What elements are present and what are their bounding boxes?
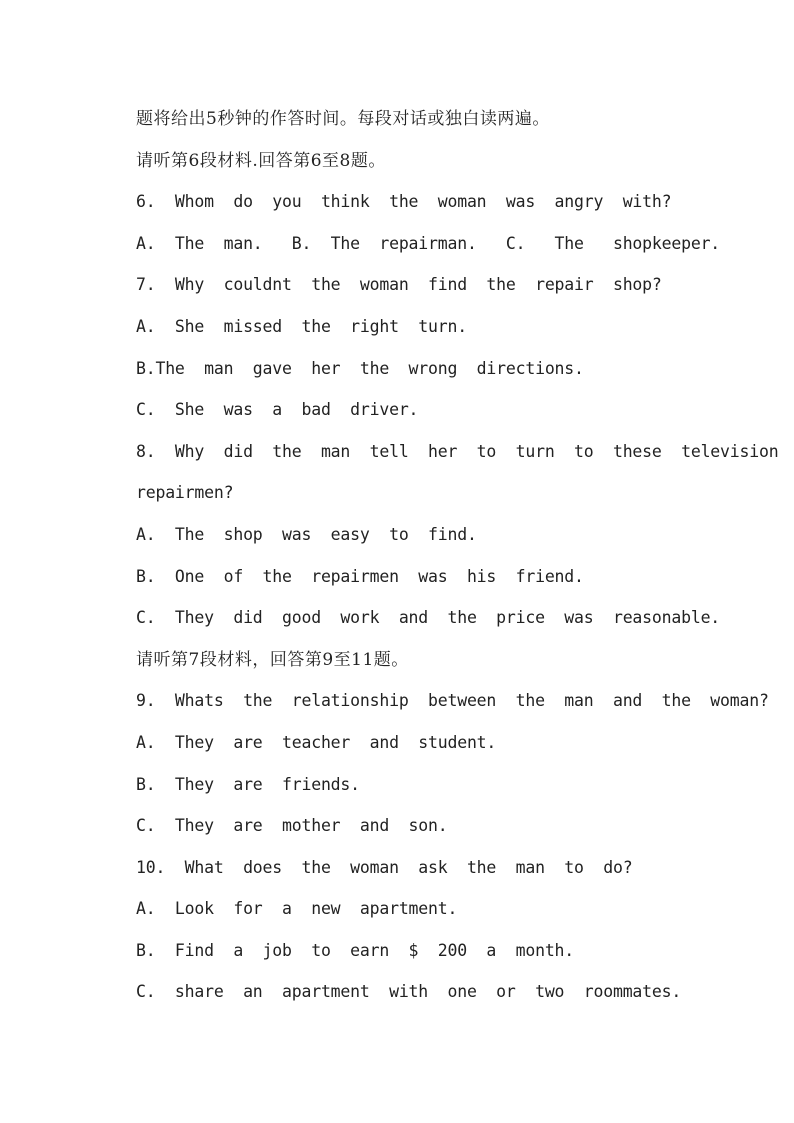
question-6-options: A. The man. B. The repairman. C. The shopkeeper. [136, 233, 721, 253]
section-heading: 请听第6段材料.回答第6至8题。 [136, 150, 386, 171]
instruction-text: 题将给出5秒钟的作答时间。每段对话或独白读两遍。 [136, 109, 550, 129]
question-10: 10. What does the woman ask the man to do? [136, 857, 633, 877]
question-9-option-a: A. They are teacher and student. [136, 732, 497, 752]
question-7-option-c: C. She was a bad driver. [136, 400, 419, 420]
question-8: 8. Why did the man tell her to turn to these television [136, 441, 779, 461]
question-7-option-a: A. She missed the right turn. [136, 316, 467, 336]
document-body [136, 101, 779, 1016]
question-9-option-b: B. They are friends. [136, 774, 360, 794]
question-10-option-c: C. share an apartment with one or two roommates. [136, 982, 682, 1002]
question-8-continued: repairmen? [136, 483, 234, 503]
question-6: 6. Whom do you think the woman was angry with? [136, 192, 672, 212]
question-9-option-c: C. They are mother and son. [136, 816, 448, 836]
question-10-option-a: A. Look for a new apartment. [136, 899, 458, 919]
question-9: 9. Whats the relationship between the man and the woman? [136, 691, 769, 711]
question-8-option-a: A. The shop was easy to find. [136, 524, 477, 544]
question-7-option-b: B.The man gave her the wrong directions. [136, 358, 584, 378]
question-10-option-b: B. Find a job to earn $ 200 a month. [136, 940, 575, 960]
question-8-option-c: C. They did good work and the price was reasonable. [136, 608, 721, 628]
question-8-option-b: B. One of the repairmen was his friend. [136, 566, 584, 586]
question-7: 7. Why couldnt the woman find the repair shop? [136, 275, 662, 295]
section-heading: 请听第7段材料，回答第9至11题。 [136, 649, 409, 670]
